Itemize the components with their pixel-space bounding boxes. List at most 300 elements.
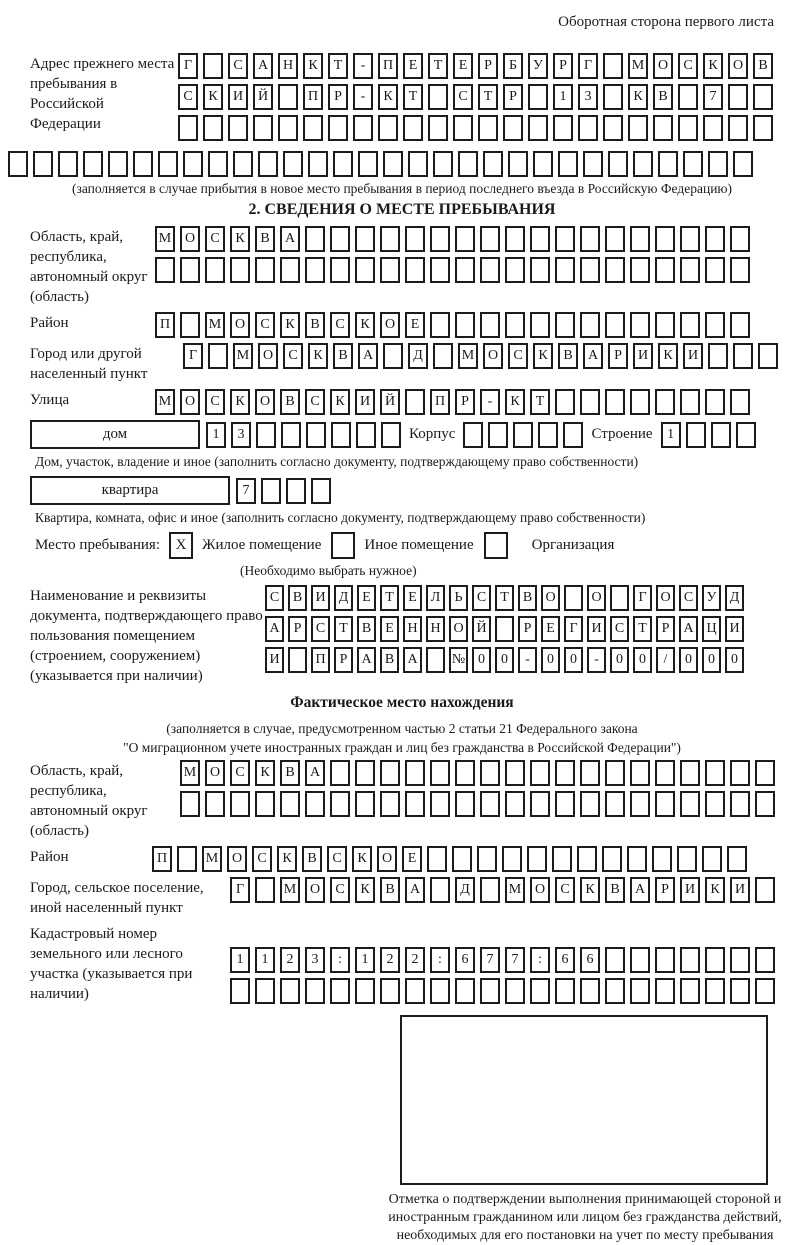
char-cell: П (378, 53, 398, 79)
char-cell: Д (455, 877, 475, 903)
char-cell: С (610, 616, 629, 642)
char-cell (605, 389, 625, 415)
char-cell (328, 115, 348, 141)
char-cell: К (355, 877, 375, 903)
char-cell: К (303, 53, 323, 79)
char-cell: И (683, 343, 703, 369)
char-cell (580, 389, 600, 415)
char-cell: / (656, 647, 675, 673)
char-cell (530, 226, 550, 252)
char-cell: Р (518, 616, 537, 642)
char-cell: Т (633, 616, 652, 642)
house-number-cells (206, 422, 401, 448)
char-cell (405, 978, 425, 1004)
char-cell: 3 (578, 84, 598, 110)
char-cell (633, 151, 653, 177)
char-cell: С (330, 312, 350, 338)
char-cell (733, 343, 753, 369)
char-cell (580, 760, 600, 786)
char-cell: С (178, 84, 198, 110)
char-cell: В (558, 343, 578, 369)
char-cell: О (530, 877, 550, 903)
char-cell (430, 312, 450, 338)
char-cell (383, 151, 403, 177)
char-cell (330, 226, 350, 252)
char-cell: Р (655, 877, 675, 903)
char-cell (605, 312, 625, 338)
char-cell: А (679, 616, 698, 642)
document-block (30, 585, 774, 686)
char-cell (455, 791, 475, 817)
char-cell: 7 (703, 84, 723, 110)
char-cell (680, 312, 700, 338)
char-cell: Ц (702, 616, 721, 642)
char-cell (228, 115, 248, 141)
char-cell: Т (478, 84, 498, 110)
char-cell (278, 84, 298, 110)
char-cell (755, 877, 775, 903)
char-cell: К (580, 877, 600, 903)
char-cell (177, 846, 197, 872)
street-block (30, 389, 774, 415)
char-cell: О (180, 389, 200, 415)
char-cell (678, 84, 698, 110)
char-cell: Ь (449, 585, 468, 611)
char-cell (430, 760, 450, 786)
char-cell: Е (402, 846, 422, 872)
checkbox-organization (484, 532, 508, 559)
checkbox-other-premises (331, 532, 355, 559)
char-cell: Й (472, 616, 491, 642)
actual-location-title: Фактическое место нахождения (290, 694, 514, 711)
char-cell (405, 389, 425, 415)
char-cell (530, 791, 550, 817)
char-cell: Г (564, 616, 583, 642)
char-cell (538, 422, 558, 448)
char-cell: С (555, 877, 575, 903)
prev-address-rows (178, 53, 773, 146)
region-row-2 (155, 257, 750, 283)
char-cell: О (255, 389, 275, 415)
char-cell (508, 151, 528, 177)
char-cell: С (327, 846, 347, 872)
char-cell (555, 760, 575, 786)
char-cell (305, 791, 325, 817)
char-cell (630, 947, 650, 973)
option-organization-label: Организация (531, 537, 615, 553)
char-cell: И (265, 647, 284, 673)
char-cell: К (280, 312, 300, 338)
char-cell: Р (455, 389, 475, 415)
char-cell: Р (478, 53, 498, 79)
char-cell: 0 (495, 647, 514, 673)
char-cell (730, 791, 750, 817)
char-cell (330, 760, 350, 786)
district2-block (30, 846, 774, 872)
char-cell: И (228, 84, 248, 110)
char-cell: В (302, 846, 322, 872)
char-cell (330, 791, 350, 817)
char-cell: Р (608, 343, 628, 369)
char-cell: В (357, 616, 376, 642)
char-cell (630, 312, 650, 338)
char-cell: 6 (555, 947, 575, 973)
char-cell: Е (357, 585, 376, 611)
char-cell (380, 226, 400, 252)
char-cell: А (403, 647, 422, 673)
stamp-note: Отметка о подтверждении выполнения принимающей стороной и иностранным гражданином или лицом без гражданства действий, необходимых для его постановки на учет по месту пребывания (388, 1192, 782, 1243)
char-cell (428, 115, 448, 141)
char-cell: 2 (280, 947, 300, 973)
char-cell (353, 115, 373, 141)
char-cell (505, 760, 525, 786)
char-cell (513, 422, 533, 448)
char-cell: И (587, 616, 606, 642)
char-cell (433, 151, 453, 177)
char-cell (605, 226, 625, 252)
stroenie-label: Строение (591, 426, 653, 442)
cadastral-row-1 (230, 947, 775, 973)
char-cell (730, 257, 750, 283)
char-cell (405, 760, 425, 786)
char-cell (727, 846, 747, 872)
street-label: Улица (30, 392, 70, 408)
char-cell (288, 647, 307, 673)
char-cell (527, 846, 547, 872)
char-cell (580, 257, 600, 283)
char-cell: Е (541, 616, 560, 642)
char-cell (655, 947, 675, 973)
char-cell (480, 791, 500, 817)
char-cell (205, 257, 225, 283)
prev-address-row-3 (178, 115, 773, 141)
char-cell (403, 115, 423, 141)
char-cell (280, 791, 300, 817)
char-cell: Т (328, 53, 348, 79)
char-cell (286, 478, 306, 504)
char-cell: У (702, 585, 721, 611)
char-cell (158, 151, 178, 177)
char-cell (730, 312, 750, 338)
char-cell (355, 226, 375, 252)
char-cell: К (533, 343, 553, 369)
char-cell (680, 760, 700, 786)
char-cell (306, 422, 326, 448)
apartment-block (30, 476, 774, 505)
char-cell: А (358, 343, 378, 369)
apartment-cells (236, 478, 331, 504)
char-cell (530, 312, 550, 338)
char-cell (180, 257, 200, 283)
char-cell: 3 (231, 422, 251, 448)
char-cell (480, 226, 500, 252)
char-cell: А (265, 616, 284, 642)
char-cell (602, 846, 622, 872)
char-cell: Г (633, 585, 652, 611)
char-cell (555, 226, 575, 252)
char-cell (630, 226, 650, 252)
apartment-note: Квартира, комната, офис и иное (заполнить согласно документу, подтверждающему право собственности) (35, 510, 646, 525)
char-cell: : (530, 947, 550, 973)
char-cell: А (630, 877, 650, 903)
char-cell: - (353, 84, 373, 110)
char-cell: Д (408, 343, 428, 369)
char-cell (705, 791, 725, 817)
char-cell (628, 115, 648, 141)
char-cell (755, 791, 775, 817)
char-cell (736, 422, 756, 448)
checkbox-residential: X (169, 532, 193, 559)
char-cell: В (255, 226, 275, 252)
region-label: Область, край, республика, автономный округ (область) (30, 229, 148, 305)
char-cell: О (483, 343, 503, 369)
char-cell: 7 (480, 947, 500, 973)
char-cell (258, 151, 278, 177)
apartment-box-label: квартира (30, 476, 230, 505)
prev-address-row-4 (8, 151, 774, 177)
char-cell (708, 151, 728, 177)
char-cell: 2 (380, 947, 400, 973)
char-cell (255, 978, 275, 1004)
char-cell (430, 257, 450, 283)
cadastral-rows (230, 923, 775, 1009)
region-rows (155, 226, 750, 288)
char-cell: И (633, 343, 653, 369)
char-cell: 1 (230, 947, 250, 973)
char-cell: С (679, 585, 698, 611)
char-cell: Т (380, 585, 399, 611)
char-cell (355, 978, 375, 1004)
char-cell (577, 846, 597, 872)
char-cell (655, 760, 675, 786)
char-cell (680, 947, 700, 973)
char-cell (233, 151, 253, 177)
char-cell: 7 (505, 947, 525, 973)
char-cell: У (528, 53, 548, 79)
char-cell (205, 791, 225, 817)
char-cell (705, 389, 725, 415)
char-cell: И (730, 877, 750, 903)
char-cell (705, 257, 725, 283)
char-cell (533, 151, 553, 177)
char-cell (733, 151, 753, 177)
char-cell (605, 947, 625, 973)
char-cell (705, 978, 725, 1004)
stamp-box (400, 1015, 768, 1185)
char-cell (453, 115, 473, 141)
char-cell: С (283, 343, 303, 369)
char-cell: М (458, 343, 478, 369)
char-cell: 7 (236, 478, 256, 504)
region-row-1 (155, 226, 750, 252)
city-label: Город или другой населенный пункт (30, 346, 148, 382)
char-cell (555, 257, 575, 283)
char-cell: Р (503, 84, 523, 110)
char-cell: - (587, 647, 606, 673)
char-cell (305, 257, 325, 283)
char-cell (430, 978, 450, 1004)
char-cell (283, 151, 303, 177)
char-cell (83, 151, 103, 177)
char-cell (330, 978, 350, 1004)
char-cell: Е (380, 616, 399, 642)
char-cell (528, 84, 548, 110)
char-cell (755, 947, 775, 973)
char-cell (253, 115, 273, 141)
char-cell: М (202, 846, 222, 872)
cadastral-label: Кадастровый номер земельного или лесного участка (указывается при наличии) (30, 926, 193, 1002)
char-cell: Т (428, 53, 448, 79)
char-cell (603, 115, 623, 141)
char-cell (203, 115, 223, 141)
char-cell (653, 115, 673, 141)
char-cell (555, 389, 575, 415)
char-cell (330, 257, 350, 283)
char-cell (58, 151, 78, 177)
char-cell: Л (426, 585, 445, 611)
char-cell (261, 478, 281, 504)
region2-rows (180, 760, 775, 822)
char-cell (405, 226, 425, 252)
char-cell (530, 760, 550, 786)
char-cell: В (518, 585, 537, 611)
char-cell: 1 (661, 422, 681, 448)
char-cell (495, 616, 514, 642)
char-cell (655, 978, 675, 1004)
char-cell: В (288, 585, 307, 611)
char-cell (711, 422, 731, 448)
char-cell (705, 312, 725, 338)
document-row-3 (265, 647, 744, 673)
district-row (155, 312, 750, 338)
char-cell: С (330, 877, 350, 903)
char-cell (383, 343, 403, 369)
char-cell: Р (656, 616, 675, 642)
char-cell: В (280, 760, 300, 786)
char-cell (680, 389, 700, 415)
char-cell: О (377, 846, 397, 872)
char-cell: В (753, 53, 773, 79)
char-cell: С (252, 846, 272, 872)
char-cell (753, 115, 773, 141)
char-cell (758, 343, 778, 369)
char-cell: К (203, 84, 223, 110)
street-row (155, 389, 750, 415)
char-cell: К (705, 877, 725, 903)
char-cell: О (653, 53, 673, 79)
char-cell (430, 877, 450, 903)
char-cell: 1 (255, 947, 275, 973)
char-cell: Д (334, 585, 353, 611)
char-cell (580, 791, 600, 817)
actual-location-note-1: (заполняется в случае, предусмотренном частью 2 статьи 21 Федерального закона (166, 721, 638, 736)
char-cell (428, 84, 448, 110)
char-cell (333, 151, 353, 177)
char-cell (563, 422, 583, 448)
char-cell: В (605, 877, 625, 903)
char-cell (408, 151, 428, 177)
char-cell (583, 151, 603, 177)
char-cell (530, 978, 550, 1004)
char-cell (652, 846, 672, 872)
char-cell: О (305, 877, 325, 903)
char-cell: К (255, 760, 275, 786)
char-cell (355, 257, 375, 283)
char-cell: С (311, 616, 330, 642)
char-cell (480, 877, 500, 903)
char-cell: Р (334, 647, 353, 673)
char-cell: Р (288, 616, 307, 642)
char-cell: А (405, 877, 425, 903)
char-cell: 0 (541, 647, 560, 673)
char-cell: Т (403, 84, 423, 110)
region2-block (30, 760, 774, 841)
char-cell: 1 (206, 422, 226, 448)
char-cell: К (330, 389, 350, 415)
char-cell (358, 151, 378, 177)
char-cell (458, 151, 478, 177)
char-cell (208, 343, 228, 369)
char-cell (452, 846, 472, 872)
char-cell: 0 (472, 647, 491, 673)
char-cell: М (505, 877, 525, 903)
char-cell (680, 978, 700, 1004)
char-cell: Н (403, 616, 422, 642)
char-cell (627, 846, 647, 872)
stay-type-block (35, 532, 774, 559)
char-cell: А (253, 53, 273, 79)
char-cell: И (311, 585, 330, 611)
char-cell (555, 791, 575, 817)
char-cell (730, 978, 750, 1004)
char-cell: М (155, 226, 175, 252)
char-cell: Т (530, 389, 550, 415)
char-cell (380, 257, 400, 283)
char-cell (427, 846, 447, 872)
char-cell (155, 257, 175, 283)
char-cell (278, 115, 298, 141)
char-cell (305, 978, 325, 1004)
char-cell (505, 226, 525, 252)
char-cell (683, 151, 703, 177)
char-cell: 3 (305, 947, 325, 973)
char-cell (208, 151, 228, 177)
char-cell (480, 257, 500, 283)
char-cell: 6 (580, 947, 600, 973)
char-cell (603, 53, 623, 79)
char-cell (380, 791, 400, 817)
region2-label: Область, край, республика, автономный округ (область) (30, 763, 148, 839)
city2-block (30, 877, 774, 918)
char-cell (463, 422, 483, 448)
char-cell (608, 151, 628, 177)
char-cell (630, 978, 650, 1004)
char-cell: К (703, 53, 723, 79)
city-block (30, 343, 774, 384)
char-cell (180, 791, 200, 817)
char-cell (505, 312, 525, 338)
char-cell: : (430, 947, 450, 973)
char-cell (455, 760, 475, 786)
char-cell: С (205, 389, 225, 415)
char-cell (605, 791, 625, 817)
char-cell: С (265, 585, 284, 611)
char-cell: О (656, 585, 675, 611)
char-cell (480, 312, 500, 338)
char-cell (180, 312, 200, 338)
char-cell: О (449, 616, 468, 642)
char-cell: В (333, 343, 353, 369)
